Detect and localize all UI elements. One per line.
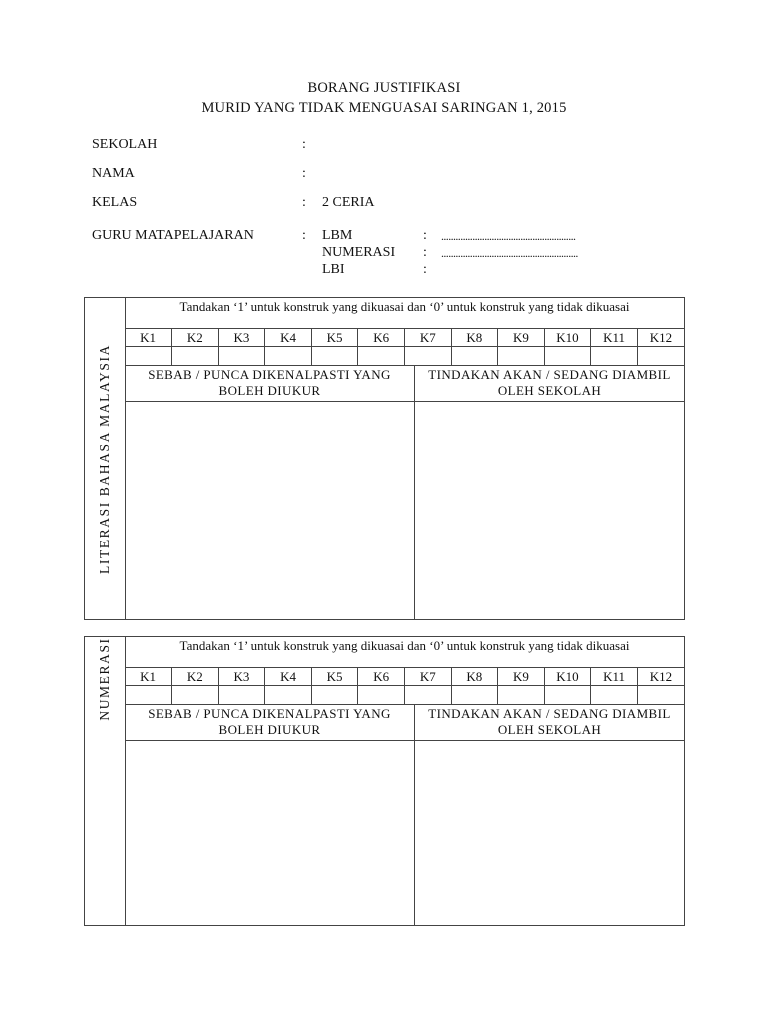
construct-cell[interactable] <box>451 686 498 705</box>
form-subtitle: MURID YANG TIDAK MENGUASAI SARINGAN 1, 2015 <box>201 100 567 116</box>
guru-label: GURU MATAPELAJARAN <box>92 228 254 243</box>
action-column-header: TINDAKAN AKAN / SEDANG DIAMBIL OLEH SEKOLAH <box>428 706 671 737</box>
construct-cell[interactable] <box>358 686 405 705</box>
construct-cell[interactable] <box>218 347 265 366</box>
construct-cell[interactable] <box>125 347 172 366</box>
construct-cell[interactable] <box>451 347 498 366</box>
kelas-label: KELAS <box>92 195 138 210</box>
subject-lbi-label: LBI <box>322 262 345 277</box>
nama-label: NAMA <box>92 166 135 181</box>
subject-numerasi-teacher: ......................................................... <box>441 246 578 260</box>
action-column-header: TINDAKAN AKAN / SEDANG DIAMBIL OLEH SEKOLAH <box>428 367 671 398</box>
construct-cell[interactable] <box>311 347 358 366</box>
construct-cell[interactable] <box>591 686 638 705</box>
construct-header: K5 <box>311 668 358 686</box>
construct-header: K5 <box>311 329 358 347</box>
construct-header: K10 <box>544 668 591 686</box>
response-area[interactable] <box>125 741 684 925</box>
construct-header: K12 <box>637 329 684 347</box>
construct-cell[interactable] <box>498 347 545 366</box>
construct-cell[interactable] <box>591 347 638 366</box>
subject-lbi-colon: : <box>423 262 427 277</box>
construct-cell[interactable] <box>265 686 312 705</box>
construct-header: K3 <box>218 329 265 347</box>
subject-numerasi-colon: : <box>423 245 427 260</box>
subject-lbm-label: LBM <box>322 228 353 243</box>
construct-header: K4 <box>265 668 312 686</box>
section-side-label: LITERASI BAHASA MALAYSIA <box>97 343 112 574</box>
construct-cell[interactable] <box>218 686 265 705</box>
subject-lbm-colon: : <box>423 228 427 243</box>
form-title: BORANG JUSTIFIKASI <box>307 80 461 96</box>
section-numerasi <box>84 636 685 926</box>
construct-header: K1 <box>125 329 172 347</box>
construct-header: K3 <box>218 668 265 686</box>
construct-header: K2 <box>172 668 219 686</box>
section-literasi <box>84 297 685 620</box>
construct-header: K6 <box>358 668 405 686</box>
construct-header: K8 <box>451 668 498 686</box>
construct-cell[interactable] <box>637 686 684 705</box>
sekolah-colon: : <box>302 137 306 152</box>
cause-column-header: SEBAB / PUNCA DIKENALPASTI YANG BOLEH DIUKUR <box>125 705 415 740</box>
construct-header: K1 <box>125 668 172 686</box>
cause-column-header: SEBAB / PUNCA DIKENALPASTI YANG BOLEH DIUKUR <box>125 366 415 401</box>
construct-cell[interactable] <box>544 347 591 366</box>
kelas-value: 2 CERIA <box>322 195 375 210</box>
section-side <box>85 637 126 925</box>
section-side <box>85 298 126 619</box>
construct-header: K11 <box>591 668 638 686</box>
subject-lbm-teacher: ........................................................ <box>441 229 576 243</box>
construct-header: K11 <box>591 329 638 347</box>
section-side-label: NUMERASI <box>97 637 112 721</box>
kelas-colon: : <box>302 195 306 210</box>
instruction-text: Tandakan ‘1’ untuk konstruk yang dikuasai dan ‘0’ untuk konstruk yang tidak dikuasai <box>125 637 684 668</box>
construct-cell[interactable] <box>125 686 172 705</box>
construct-cell[interactable] <box>498 686 545 705</box>
construct-cell[interactable] <box>311 686 358 705</box>
sekolah-label: SEKOLAH <box>92 137 158 152</box>
construct-header: K9 <box>498 329 545 347</box>
construct-table <box>125 329 684 366</box>
instruction-text: Tandakan ‘1’ untuk konstruk yang dikuasai dan ‘0’ untuk konstruk yang tidak dikuasai <box>125 298 684 329</box>
construct-header: K7 <box>404 329 451 347</box>
construct-cell[interactable] <box>544 686 591 705</box>
construct-header: K10 <box>544 329 591 347</box>
construct-cell[interactable] <box>404 347 451 366</box>
construct-header: K9 <box>498 668 545 686</box>
construct-cell[interactable] <box>265 347 312 366</box>
nama-colon: : <box>302 166 306 181</box>
construct-header: K8 <box>451 329 498 347</box>
construct-header: K12 <box>637 668 684 686</box>
construct-header: K4 <box>265 329 312 347</box>
construct-cell[interactable] <box>172 686 219 705</box>
response-area[interactable] <box>125 402 684 619</box>
subject-numerasi-label: NUMERASI <box>322 245 396 260</box>
construct-header: K2 <box>172 329 219 347</box>
construct-cell[interactable] <box>637 347 684 366</box>
construct-cell[interactable] <box>404 686 451 705</box>
construct-table <box>125 668 684 705</box>
guru-colon: : <box>302 228 306 243</box>
construct-header: K6 <box>358 329 405 347</box>
construct-header: K7 <box>404 668 451 686</box>
construct-cell[interactable] <box>358 347 405 366</box>
construct-cell[interactable] <box>172 347 219 366</box>
